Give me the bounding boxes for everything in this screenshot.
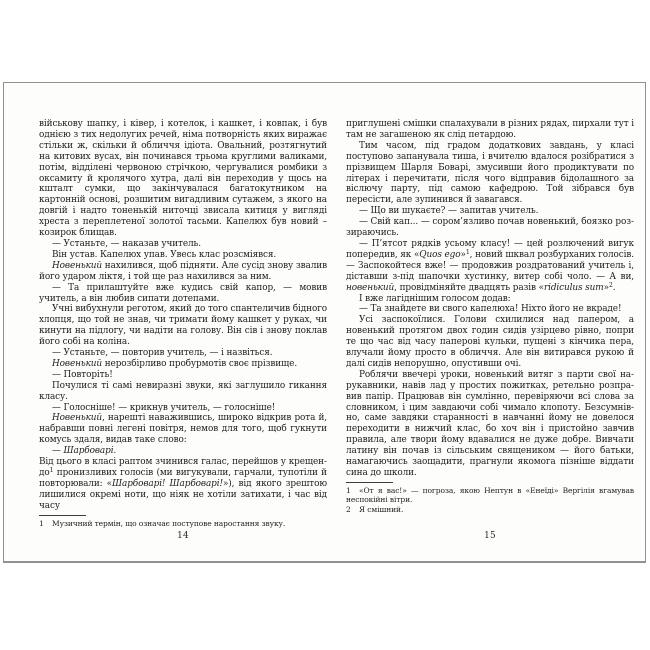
paragraph: Він устав. Капелюх упав. Увесь клас розсміявся. [52,249,277,260]
footnote-number: 1 [346,485,351,495]
page-number-right: 15 [484,531,496,541]
paragraph: Почулися ті самі невиразні звуки, які заглушило гикання класу. [39,380,327,402]
paragraph: Новенький нахилився, щоб підняти. Але сусід знову звалив його ударом ліктя, і той ще раз нахилився за ним. [39,260,327,282]
paragraph: — Свій кап... — сором’язливо почав новенький, боязко роззираючись. [346,217,634,239]
page-left-footnotes [39,515,327,528]
paragraph: — Устаньте, — повторив учитель, — і назвіться. [52,348,273,359]
page-number-left: 14 [177,531,189,541]
footnote [346,486,634,505]
paragraph: приглушені смішки спалахували в різних рядах, пирхали тут і там не загашеною як слід петардою. [346,119,634,140]
paragraph: Новенький нерозбірливо пробурмотів своє прізвище. [52,358,298,369]
footnote [39,519,327,528]
paragraph: І вже лагіднішим голосом додав: [359,293,511,304]
footnote [346,505,634,514]
page-right-footnotes [346,482,634,514]
footnote-rule [39,515,86,516]
paragraph: Новенький, нарешті наважившись, широко відкрив рота й, набравши повні легені повітря, немов для того, щоб гукнути комусь здаля, видав таке слово: [39,413,327,446]
page-right [346,83,634,561]
footnote-text: Я смішний. [359,504,404,514]
paragraph: — П’ятсот рядків усьому класу! — цей розлючений вигук попередив, як «Quos ego»$^1$, новий шквал розбурханих голосів. — Заспокойтеся вже! — продовжив роздратований учитель і, діставши з-під шапочки хустинку, витер собі чоло. — А ви, новенький, провідміняйте двадцять разів «ridiculus sum»$^2$. [346,238,635,293]
footnote-text: Музичний термін, що означає поступове наростання звуку. [52,518,286,528]
book-spread [3,82,646,563]
paragraph: Роблячи ввечері уроки, новенький витяг з парти свої нарукавники, навів лад у простих пожитках, ретельно розправив папір. Працював він сумлінно, перевіряючи всі слова за словником, і цим завдаючи собі чимало клопоту. Безсумнівно, саме завдяки старанності в навчанні йому не довелося переходити в нижчий клас, бо хоч він і пристойно завчив правила, але твори йому вдавалися не дуже добре. Вивчати латину він почав із сільським священиком — його батьки, намагаючись заощадити, прагнули якомога пізніше віддати сина до школи. [346,369,634,478]
paragraph: Тим часом, під градом додаткових завдань, у класі поступово запанувала тиша, і вчителю вдалося розібратися з прізвищем Шарля Боварі, змусивши його продиктувати по літерах і перечитати, після чого відправив бідолашного за віслючу парту, під самою кафедрою. Той зібрався був пересісти, але зупинився й завагався. [346,140,634,206]
paragraph: — Та прилаштуйте вже кудись свій капор, — мовив учитель, а він любив сипати дотепами. [39,282,327,304]
paragraph: Усі заспокоїлися. Голови схилилися над папером, а новенький протягом двох годин сидів узірцево рівно, попри те що час від часу паперові кульки, пущені з кінчика пера, влучали йому просто в обличчя. Але він витирався рукою й далі сидів непорушно, опустивши очі. [346,315,634,369]
page-right-footnote-list [346,486,634,514]
paragraph: — Що ви шукаєте? — запитав учитель. [359,206,539,217]
page-left-footnote-list [39,519,327,528]
paragraph: — Устаньте, — наказав учитель. [52,238,201,249]
footnote-text: «От я вас!» — погроза, якою Нептун в «Енеїді» Вергілія вгамував неспокійні вітри. [346,485,634,505]
footnote-number: 2 [346,504,351,514]
paragraph: військову шапку, і ківер, і котелок, і кашкет, і ковпак, і був однією з тих недолугих речей, німа потворність яких виражає стільки ж, скільки й обличчя ідіота. Овальний, розтягнутий на китових вусах, він починався трьома круглими валиками, потім, відділені червоною стрічкою, чергувалися ромбики з оксамиту й кролячого хутра, далі він переходив у щось на кшталт сумки, що закінчувалася багатокутником на картонній основі, розшитим вигадливим сутажем, з якого на довгій і надто тоненькій ниточці звисала китиця у вигляді хреста з переплетеної золотої тасьми. Капелюх був новий – козирок блищав. [39,119,327,239]
page-right-paragraphs [346,119,634,479]
page-left [39,83,327,561]
paragraph: — Шарбоварі. [52,446,117,457]
page-right-body [346,119,634,514]
paragraph: Від цього в класі раптом зчинився галас, перейшов у крещендо$^1$ пронизливих голосів (ми вигукували, гарчали, тупотіли й повторювали: «Шарбоварі! Шарбоварі!»), від якого зрештою лишилися окремі ноти, що ніяк не хотіли затихати, і час від часу [39,457,327,511]
page-left-body [39,119,327,528]
paragraph: — Та знайдете ви свого капелюха! Ніхто його не вкраде! [359,304,622,315]
footnote-rule [346,482,393,483]
paragraph: Учні вибухнули реготом, який до того спантеличив бідного хлопця, що той не знав, чи тримати йому кашкет у руках, чи кинути на підлогу, чи надіти на голову. Він сів і знову поклав його собі на коліна. [39,304,327,348]
paragraph: — Повторіть! [52,369,113,380]
paragraph: — Голосніше! — крикнув учитель, — голосніше! [52,402,276,413]
page-left-paragraphs [39,119,327,512]
footnote-number: 1 [39,518,44,528]
